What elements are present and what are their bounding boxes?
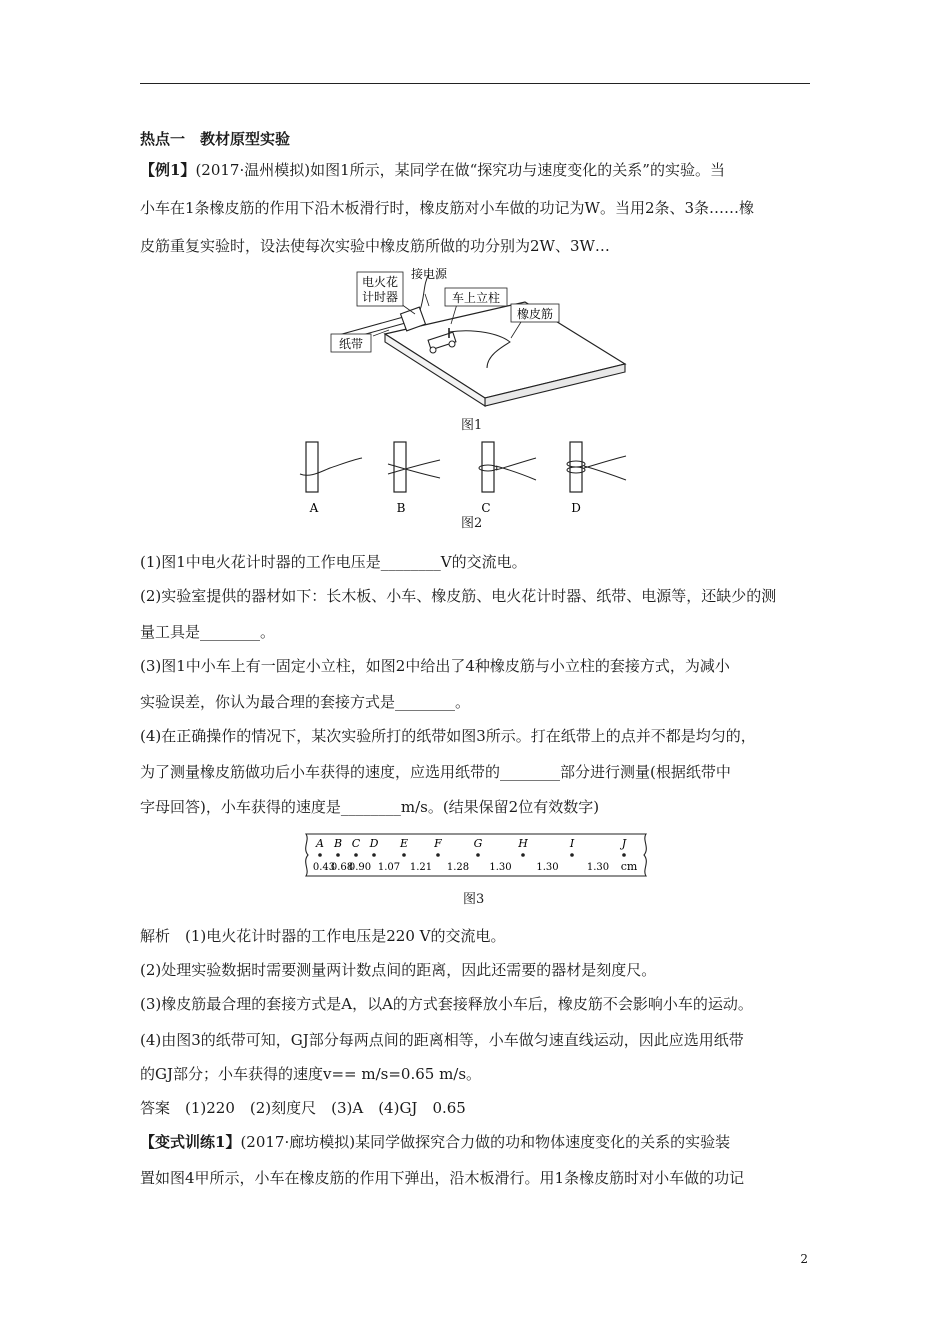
- question-4c: 字母回答)，小车获得的速度是________m/s。(结果保留2位有效数字): [140, 798, 600, 816]
- tape-point-label-i: I: [569, 837, 575, 850]
- option-label-d: D: [571, 501, 581, 515]
- tape-gap-value: 1.30: [586, 862, 610, 873]
- figure-3-caption: 图3: [463, 892, 485, 907]
- tape-gap-value: 1.30: [536, 862, 559, 873]
- tape-dot-i: [570, 853, 574, 857]
- tape-point-label-c: C: [351, 837, 361, 850]
- solution-1: 解析 (1)电火花计时器的工作电压是220 V的交流电。: [140, 927, 506, 945]
- question-4a: (4)在正确操作的情况下，某次实验所打的纸带如图3所示。打在纸带上的点并不都是均匀的，: [140, 727, 756, 745]
- question-4b: 为了测量橡皮筋做功后小车获得的速度，应选用纸带的________部分进行测量(根据纸带中: [140, 763, 731, 781]
- solution-5: 的GJ部分；小车获得的速度v== m/s=0.65 m/s。: [140, 1065, 482, 1083]
- option-a-drawing: [300, 442, 362, 492]
- tape-dot-j: [622, 853, 626, 857]
- example-line-2: 小车在1条橡皮筋的作用下沿木板滑行时，橡皮筋对小车做的功记为W。当用2条、3条……橡: [140, 199, 755, 217]
- tape-point-label-g: G: [473, 837, 483, 850]
- figure-3-tape: [298, 830, 654, 880]
- tape-gap-value: 1.28: [446, 862, 470, 873]
- tape-gap-value: 0.90: [348, 862, 372, 873]
- question-2b: 量工具是________。: [140, 623, 276, 641]
- cart-wheel: [430, 347, 436, 353]
- option-label-a: A: [309, 501, 319, 515]
- tape-dot-a: [318, 853, 322, 857]
- tape-dot-c: [354, 853, 358, 857]
- variant-tag: 【变式训练1】: [140, 1133, 241, 1151]
- option-c-drawing: [479, 442, 536, 492]
- label-power: 接电源: [411, 267, 448, 281]
- tape-unit: cm: [620, 860, 638, 873]
- question-3a: (3)图1中小车上有一固定小立柱，如图2中给出了4种橡皮筋与小立柱的套接方式，为减小: [140, 657, 730, 675]
- tape-point-label-d: D: [369, 837, 379, 850]
- tape-dot-d: [372, 853, 376, 857]
- option-d-drawing: [567, 442, 626, 492]
- tape-dot-h: [521, 853, 525, 857]
- figure-1-caption: 图1: [461, 418, 483, 433]
- option-label-b: B: [396, 501, 406, 515]
- tape-gap-value: 1.30: [489, 862, 512, 873]
- tape-dot-e: [402, 853, 406, 857]
- label-timer-1: 电火花: [361, 275, 399, 289]
- question-2a: (2)实验室提供的器材如下：长木板、小车、橡皮筋、电火花计时器、纸带、电源等，还缺少的测: [140, 587, 777, 605]
- label-timer-2: 计时器: [361, 290, 399, 304]
- solution-4: (4)由图3的纸带可知，GJ部分每两点间的距离相等，小车做匀速直线运动，因此应选用纸带: [140, 1031, 744, 1049]
- figure-2-options: [290, 438, 650, 518]
- variant-line-1: 【变式训练1】(2017·廊坊模拟)某同学做探究合力做的功和物体速度变化的关系的实验装: [140, 1133, 731, 1151]
- figure-1-apparatus: [325, 266, 635, 414]
- label-tape: 纸带: [338, 337, 364, 351]
- variant-line-2: 置如图4甲所示，小车在橡皮筋的作用下弹出，沿木板滑行。用1条橡皮筋时对小车做的功记: [140, 1169, 745, 1187]
- tape-gap-value: 0.43: [312, 862, 336, 873]
- tape-gap-value: 1.21: [409, 862, 433, 873]
- solution-3: (3)橡皮筋最合理的套接方式是A，以A的方式套接释放小车后，橡皮筋不会影响小车的运动。: [140, 995, 753, 1013]
- question-1: (1)图1中电火花计时器的工作电压是________V的交流电。: [140, 553, 527, 571]
- question-3b: 实验误差，你认为最合理的套接方式是________。: [140, 693, 471, 711]
- header-rule: [140, 83, 810, 84]
- solution-2: (2)处理实验数据时需要测量两计数点间的距离，因此还需要的器材是刻度尺。: [140, 961, 657, 979]
- answer-line: 答案 (1)220 (2)刻度尺 (3)A (4)GJ 0.65: [140, 1099, 466, 1117]
- tape-point-label-b: B: [333, 837, 343, 850]
- tape-dot-f: [436, 853, 440, 857]
- example-line-1: 【例1】(2017·温州模拟)如图1所示，某同学在做“探究功与速度变化的关系”的实验。当: [140, 161, 725, 179]
- section-heading: 热点一 教材原型实验: [140, 130, 291, 148]
- tape-point-label-h: H: [518, 837, 528, 850]
- label-band: 橡皮筋: [516, 307, 554, 321]
- option-b-drawing: [388, 442, 440, 492]
- tape-point-label-j: J: [621, 837, 627, 850]
- label-post: 车上立柱: [451, 291, 501, 305]
- tape-gap-value: 0.68: [330, 862, 354, 873]
- cart-wheel: [449, 341, 455, 347]
- tape-point-label-f: F: [434, 837, 442, 850]
- example-line-3: 皮筋重复实验时，设法使每次实验中橡皮筋所做的功分别为2W、3W…: [140, 237, 610, 255]
- example-tag: 【例1】: [140, 161, 196, 179]
- tape-gap-value: 1.07: [377, 862, 401, 873]
- tape-dot-g: [476, 853, 480, 857]
- option-label-c: C: [481, 501, 491, 515]
- figure-2-caption: 图2: [461, 516, 483, 531]
- tape-point-label-a: A: [316, 837, 324, 850]
- tape-point-label-e: E: [399, 837, 409, 850]
- tape-dot-b: [336, 853, 340, 857]
- page-number: 2: [800, 1252, 808, 1266]
